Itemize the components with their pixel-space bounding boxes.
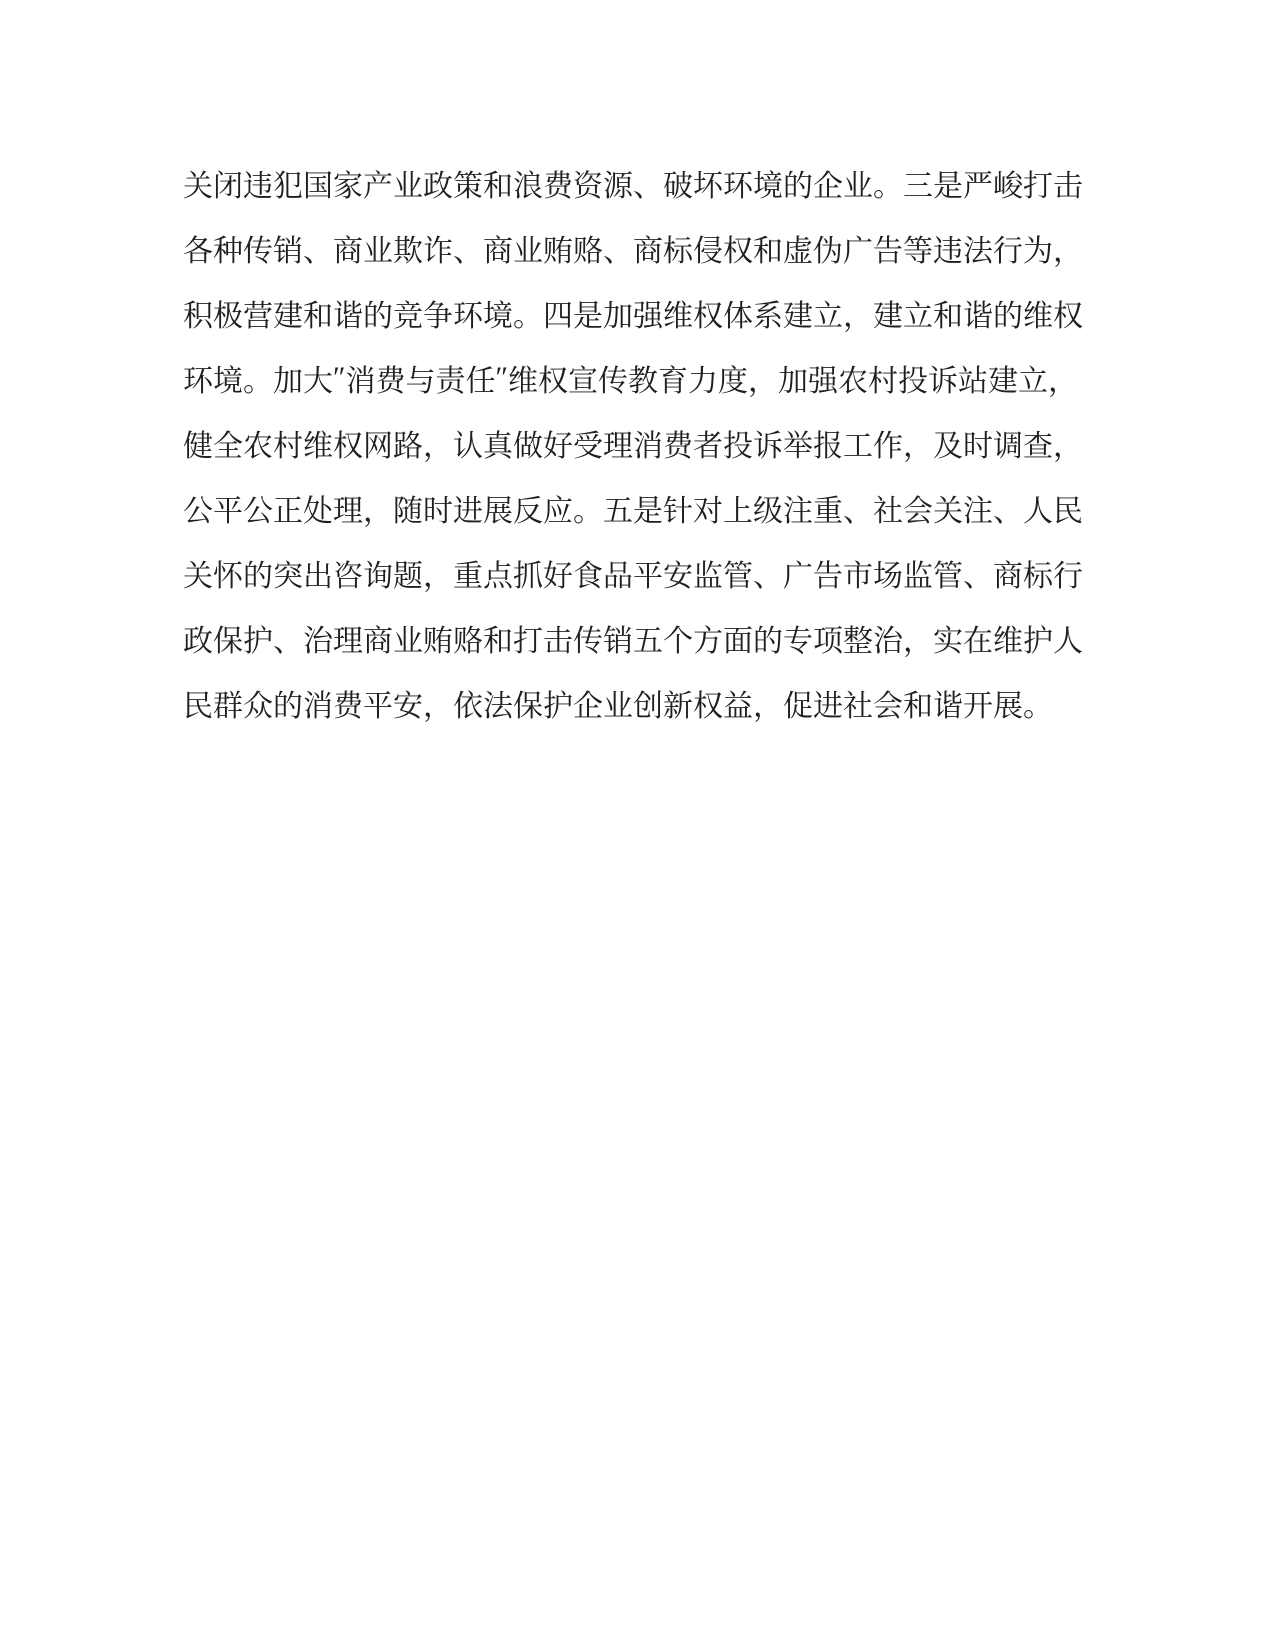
paragraph-line: 关 怀 的 突 出 咨 询 题 ， 重 点 抓 好 食 品 平 安 监 管 、 广 告 市 场 监 管 、 商 标 行 — [183, 559, 1083, 593]
paragraph-line: 民 群 众 的 消 费 平 安 ， 依 法 保 护 企 业 创 新 权 益 ， 促 进 社 会 和 谐 开 展 。 — [183, 689, 1053, 723]
paragraph-line: 政 保 护 、 治 理 商 业 贿 赂 和 打 击 传 销 五 个 方 面 的 专 项 整 治 ， 实 在 维 护 人 — [183, 624, 1083, 658]
paragraph-line: 积 极 营 建 和 谐 的 竞 争 环 境 。 四 是 加 强 维 权 体 系 建 立 ， 建 立 和 谐 的 维 权 — [183, 299, 1083, 333]
paragraph-line: 环 境 。 加 大 ″ 消 费 与 责 任 ″ 维 权 宣 传 教 育 力 度 ， 加 强 农 村 投 诉 站 建 立 ， — [183, 360, 1078, 398]
paragraph-line: 关 闭 违 犯 国 家 产 业 政 策 和 浪 费 资 源 、 破 坏 环 境 的 企 业 。 三 是 严 峻 打 击 — [183, 169, 1083, 203]
paragraph — [183, 150, 1083, 735]
paragraph-line: 公 平 公 正 处 理 ， 随 时 进 展 反 应 。 五 是 针 对 上 级 注 重 、 社 会 关 注 、 人 民 — [183, 494, 1083, 528]
paragraph-line: 各 种 传 销 、 商 业 欺 诈 、 商 业 贿 赂 、 商 标 侵 权 和 虚 伪 广 告 等 违 法 行 为 ， — [183, 234, 1083, 268]
paragraph-line: 健 全 农 村 维 权 网 路 ， 认 真 做 好 受 理 消 费 者 投 诉 举 报 工 作 ， 及 时 调 查 ， — [183, 429, 1083, 463]
